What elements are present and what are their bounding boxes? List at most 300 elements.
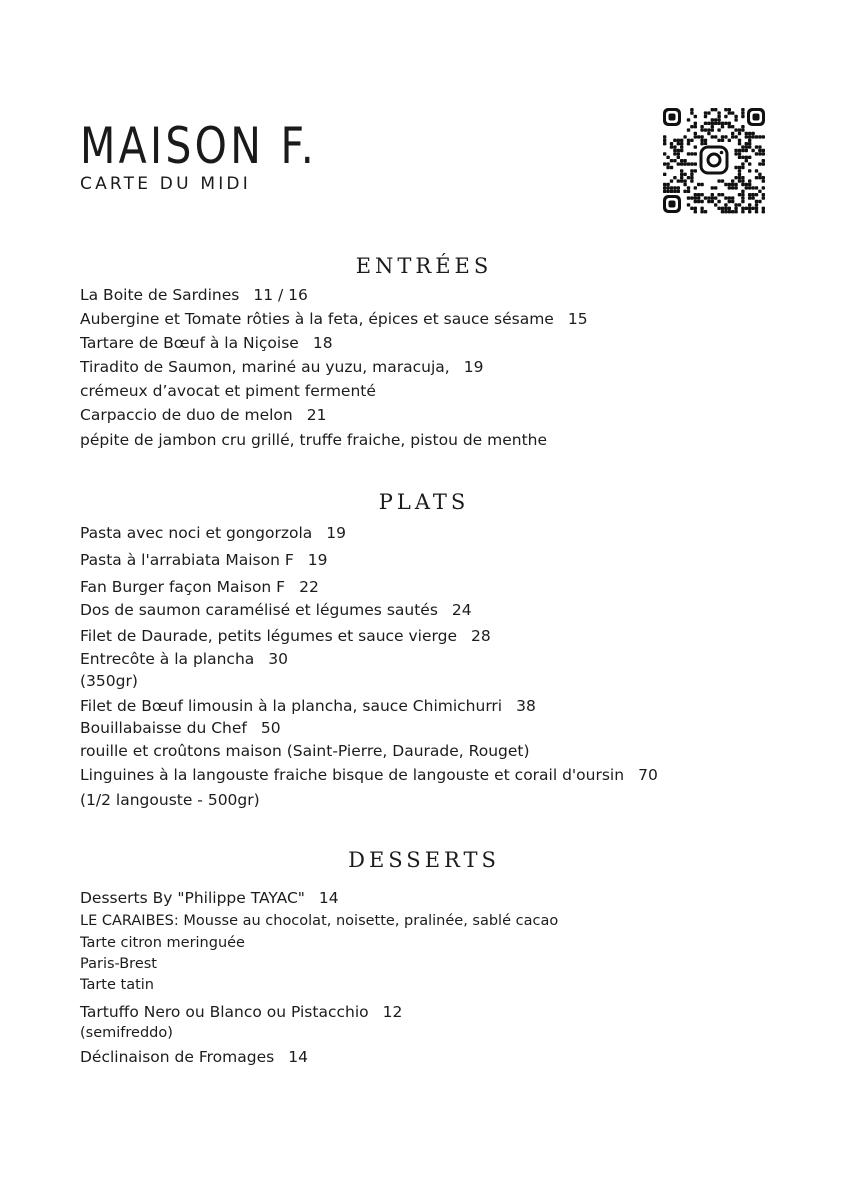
plats-item <box>80 742 530 760</box>
item-price: 38 <box>516 697 536 715</box>
item-name: LE CARAIBES: Mousse au chocolat, noisette, pralinée, sablé cacao <box>80 913 559 929</box>
qr-module <box>687 203 690 206</box>
qr-module <box>717 111 720 114</box>
item-name: Linguines à la langouste fraiche bisque de langouste et corail d'oursin <box>80 766 625 784</box>
qr-module <box>738 139 741 142</box>
entrees-item <box>80 310 588 328</box>
qr-module <box>758 149 761 152</box>
qr-module <box>731 125 734 128</box>
qr-finder-top-left <box>663 108 681 126</box>
item-name: Paris-Brest <box>80 956 157 972</box>
item-price: 11 / 16 <box>253 286 308 304</box>
qr-module <box>745 132 748 135</box>
qr-module <box>677 142 680 145</box>
plats-item <box>80 719 281 737</box>
item-price: 19 <box>307 551 328 569</box>
qr-module <box>758 190 761 193</box>
qr-module <box>751 186 754 189</box>
qr-module <box>762 207 765 210</box>
qr-module <box>663 139 666 142</box>
qr-module <box>745 145 748 148</box>
qr-module <box>738 142 741 145</box>
item-price: 21 <box>306 406 327 424</box>
qr-module <box>741 115 744 118</box>
qr-module <box>734 166 737 169</box>
item-name: Bouillabaisse du Chef <box>80 719 247 737</box>
qr-module <box>697 200 700 203</box>
qr-module <box>728 186 731 189</box>
qr-module <box>707 128 710 131</box>
qr-module <box>694 207 697 210</box>
qr-module <box>711 122 714 125</box>
qr-module <box>745 135 748 138</box>
section-title-desserts: DESSERTS <box>348 848 500 872</box>
qr-module <box>741 108 744 111</box>
qr-module <box>734 152 737 155</box>
qr-module <box>666 166 669 169</box>
qr-module <box>731 196 734 199</box>
desserts-item <box>80 935 245 951</box>
qr-module <box>728 183 731 186</box>
qr-module <box>748 169 751 172</box>
qr-module <box>714 196 717 199</box>
qr-module <box>724 210 727 213</box>
qr-module <box>741 210 744 213</box>
qr-module <box>762 186 765 189</box>
qr-module <box>728 210 731 213</box>
qr-module <box>738 132 741 135</box>
qr-module <box>755 193 758 196</box>
qr-module <box>728 196 731 199</box>
qr-module <box>711 108 714 111</box>
qr-module <box>717 200 720 203</box>
qr-module <box>673 145 676 148</box>
desserts-item <box>80 977 154 993</box>
qr-module <box>666 156 669 159</box>
qr-module <box>704 128 707 131</box>
qr-module <box>724 196 727 199</box>
qr-module <box>731 210 734 213</box>
qr-module <box>680 176 683 179</box>
qr-module <box>704 122 707 125</box>
item-name: Pasta à l'arrabiata Maison F <box>80 551 294 569</box>
qr-module <box>717 207 720 210</box>
qr-module <box>755 169 758 172</box>
qr-module <box>717 122 720 125</box>
menu-subtitle: CARTE DU MIDI <box>80 174 251 194</box>
qr-module <box>694 169 697 172</box>
qr-module <box>700 139 703 142</box>
qr-module <box>677 179 680 182</box>
qr-module <box>677 139 680 142</box>
item-name: Carpaccio de duo de melon <box>80 406 293 424</box>
qr-module <box>741 111 744 114</box>
qr-module <box>731 186 734 189</box>
plats-item <box>80 627 491 645</box>
qr-module <box>748 203 751 206</box>
plats-item <box>80 791 260 809</box>
brand-name: MAISON F. <box>80 117 318 175</box>
plats-item <box>80 766 658 784</box>
qr-module <box>663 152 666 155</box>
qr-module <box>663 173 666 176</box>
qr-module <box>700 128 703 131</box>
desserts-item <box>80 1048 308 1066</box>
qr-module <box>677 156 680 159</box>
qr-module <box>714 203 717 206</box>
qr-module <box>748 132 751 135</box>
qr-module <box>748 156 751 159</box>
plats-item <box>80 650 288 668</box>
qr-module <box>745 149 748 152</box>
plats-item <box>80 578 319 596</box>
qr-module <box>694 162 697 165</box>
qr-module <box>741 145 744 148</box>
qr-finder-top-right <box>747 108 765 126</box>
qr-module <box>663 135 666 138</box>
qr-module <box>748 196 751 199</box>
qr-module <box>762 176 765 179</box>
qr-module <box>697 193 700 196</box>
entrees-item <box>80 286 308 304</box>
qr-module <box>751 135 754 138</box>
qr-module <box>694 132 697 135</box>
desserts-item <box>80 913 558 929</box>
desserts-item <box>80 889 339 907</box>
qr-module <box>734 135 737 138</box>
qr-module <box>663 186 666 189</box>
qr-module <box>694 135 697 138</box>
qr-module <box>741 179 744 182</box>
qr-module <box>748 193 751 196</box>
qr-module <box>687 142 690 145</box>
qr-module <box>748 142 751 145</box>
qr-module <box>694 186 697 189</box>
qr-module <box>700 125 703 128</box>
item-price: 19 <box>326 524 346 542</box>
qr-module <box>734 207 737 210</box>
item-name: Dos de saumon caramélisé et légumes sautés <box>80 601 438 619</box>
qr-module <box>762 196 765 199</box>
qr-module <box>690 196 693 199</box>
qr-module <box>741 193 744 196</box>
qr-module <box>738 193 741 196</box>
qr-module <box>704 115 707 118</box>
item-name: Tartare de Bœuf à la Niçoise <box>80 334 299 352</box>
qr-module <box>724 108 727 111</box>
qr-module <box>741 207 744 210</box>
qr-module <box>670 166 673 169</box>
qr-module <box>707 196 710 199</box>
qr-module <box>680 162 683 165</box>
qr-module <box>680 142 683 145</box>
qr-module <box>738 156 741 159</box>
qr-module <box>683 135 686 138</box>
qr-module <box>755 145 758 148</box>
item-name: Aubergine et Tomate rôties à la feta, épices et sauce sésame <box>80 310 554 328</box>
qr-module <box>745 159 748 162</box>
qr-module <box>738 169 741 172</box>
qr-module <box>711 118 714 121</box>
qr-module <box>738 176 741 179</box>
qr-module <box>762 162 765 165</box>
item-name: Déclinaison de Fromages <box>80 1048 275 1066</box>
qr-module <box>738 179 741 182</box>
qr-module <box>748 179 751 182</box>
item-name: Filet de Bœuf limousin à la plancha, sauce Chimichurri <box>80 697 503 715</box>
qr-module <box>738 128 741 131</box>
qr-module <box>738 149 741 152</box>
qr-module <box>663 183 666 186</box>
qr-module <box>724 115 727 118</box>
qr-module <box>758 145 761 148</box>
qr-module <box>707 200 710 203</box>
item-price: 18 <box>312 334 333 352</box>
qr-module <box>745 183 748 186</box>
qr-module <box>731 183 734 186</box>
qr-module <box>694 193 697 196</box>
qr-module <box>751 149 754 152</box>
qr-module <box>680 139 683 142</box>
qr-module <box>717 193 720 196</box>
qr-module <box>731 200 734 203</box>
qr-module <box>721 179 724 182</box>
qr-module <box>683 173 686 176</box>
qr-module <box>663 162 666 165</box>
qr-module <box>721 139 724 142</box>
qr-module <box>734 210 737 213</box>
qr-module <box>711 196 714 199</box>
qr-module <box>741 166 744 169</box>
instagram-qr-code[interactable] <box>662 107 766 214</box>
qr-module <box>748 186 751 189</box>
qr-module <box>745 207 748 210</box>
qr-module <box>670 145 673 148</box>
qr-module <box>704 111 707 114</box>
qr-module <box>707 132 710 135</box>
qr-module <box>755 176 758 179</box>
qr-module <box>663 142 666 145</box>
qr-module <box>680 169 683 172</box>
qr-module <box>758 200 761 203</box>
qr-module <box>673 149 676 152</box>
qr-module <box>717 118 720 121</box>
brand-logo <box>80 117 369 194</box>
qr-module <box>687 118 690 121</box>
qr-module <box>694 200 697 203</box>
qr-module <box>738 203 741 206</box>
instagram-icon <box>699 145 729 175</box>
qr-module <box>700 183 703 186</box>
item-name: Fan Burger façon Maison F <box>80 578 286 596</box>
qr-module <box>700 200 703 203</box>
qr-module <box>677 149 680 152</box>
qr-module <box>687 128 690 131</box>
qr-module <box>690 176 693 179</box>
qr-module <box>748 210 751 213</box>
section-title-plats: PLATS <box>378 490 470 514</box>
qr-module <box>741 200 744 203</box>
section-title-entrees: ENTRÉES <box>355 254 493 278</box>
qr-module <box>728 111 731 114</box>
qr-module <box>687 176 690 179</box>
item-price: 15 <box>567 310 588 328</box>
item-price: 22 <box>299 578 319 596</box>
qr-module <box>728 139 731 142</box>
qr-module <box>683 162 686 165</box>
item-name: Tarte tatin <box>80 977 154 993</box>
entrees-item <box>80 431 547 449</box>
qr-module <box>690 179 693 182</box>
qr-module <box>717 179 720 182</box>
qr-module <box>711 200 714 203</box>
item-name: Desserts By "Philippe TAYAC" <box>80 889 305 907</box>
entrees-item <box>80 358 483 376</box>
qr-module <box>690 173 693 176</box>
item-price: 30 <box>268 650 289 668</box>
qr-module <box>697 183 700 186</box>
qr-module <box>755 186 758 189</box>
qr-module <box>755 152 758 155</box>
qr-module <box>717 115 720 118</box>
qr-module <box>680 173 683 176</box>
qr-module <box>734 176 737 179</box>
qr-module <box>687 162 690 165</box>
qr-module <box>762 193 765 196</box>
qr-module <box>738 152 741 155</box>
qr-module <box>748 145 751 148</box>
qr-module <box>690 111 693 114</box>
qr-module <box>711 125 714 128</box>
qr-module <box>728 200 731 203</box>
qr-module <box>717 139 720 142</box>
item-name: Tarte citron meringuée <box>80 935 245 951</box>
plats-item <box>80 601 472 619</box>
qr-module <box>745 186 748 189</box>
qr-module <box>700 210 703 213</box>
qr-module <box>758 135 761 138</box>
qr-module <box>690 162 693 165</box>
qr-module <box>762 179 765 182</box>
qr-module <box>741 190 744 193</box>
plats-item <box>80 551 327 569</box>
qr-module <box>741 128 744 131</box>
qr-module <box>670 190 673 193</box>
qr-module <box>745 156 748 159</box>
qr-module <box>677 186 680 189</box>
qr-module <box>704 142 707 145</box>
entrees-item <box>80 382 376 400</box>
desserts-item <box>80 1025 173 1041</box>
qr-module <box>758 176 761 179</box>
qr-module <box>762 135 765 138</box>
qr-module <box>721 210 724 213</box>
qr-module <box>758 152 761 155</box>
qr-module <box>762 149 765 152</box>
item-price: 50 <box>260 719 281 737</box>
item-price: 70 <box>638 766 658 784</box>
qr-module <box>697 135 700 138</box>
qr-module <box>687 186 690 189</box>
qr-module <box>673 176 676 179</box>
item-name: (semifreddo) <box>80 1025 173 1041</box>
item-name: Tiradito de Saumon, mariné au yuzu, maracuja, <box>80 358 450 376</box>
qr-module <box>687 196 690 199</box>
plats-item <box>80 697 536 715</box>
qr-module <box>683 179 686 182</box>
qr-module <box>714 118 717 121</box>
qr-module <box>673 159 676 162</box>
qr-module <box>734 203 737 206</box>
qr-module <box>694 210 697 213</box>
qr-module <box>690 139 693 142</box>
qr-module <box>677 162 680 165</box>
qr-module <box>690 152 693 155</box>
qr-module <box>734 149 737 152</box>
qr-module <box>680 145 683 148</box>
qr-module <box>694 152 697 155</box>
item-name: Entrecôte à la plancha <box>80 650 255 668</box>
qr-module <box>670 142 673 145</box>
qr-module <box>673 139 676 142</box>
qr-module <box>666 183 669 186</box>
item-name: (350gr) <box>80 672 138 690</box>
qr-module <box>717 128 720 131</box>
qr-module <box>745 142 748 145</box>
qr-module <box>721 193 724 196</box>
qr-module <box>700 135 703 138</box>
qr-module <box>683 183 686 186</box>
qr-module <box>714 135 717 138</box>
qr-module <box>711 186 714 189</box>
qr-module <box>673 190 676 193</box>
qr-module <box>673 186 676 189</box>
qr-module <box>748 139 751 142</box>
qr-module <box>758 173 761 176</box>
qr-module <box>690 207 693 210</box>
qr-module <box>707 122 710 125</box>
qr-module <box>728 125 731 128</box>
qr-module <box>731 132 734 135</box>
plats-item <box>80 672 138 690</box>
qr-module <box>690 125 693 128</box>
qr-module <box>734 186 737 189</box>
qr-module <box>700 193 703 196</box>
qr-module <box>755 203 758 206</box>
qr-finder-bottom-left <box>663 195 681 213</box>
item-name: La Boite de Sardines <box>80 286 240 304</box>
qr-module <box>748 162 751 165</box>
qr-module <box>697 196 700 199</box>
entrees-item <box>80 406 326 424</box>
qr-module <box>758 162 761 165</box>
item-name: Filet de Daurade, petits légumes et sauce vierge <box>80 627 457 645</box>
qr-module <box>741 156 744 159</box>
qr-module <box>694 122 697 125</box>
qr-module <box>741 149 744 152</box>
qr-module <box>738 166 741 169</box>
plats-item <box>80 524 346 542</box>
qr-module <box>700 207 703 210</box>
item-name: Pasta avec noci et gongorzola <box>80 524 313 542</box>
item-name: pépite de jambon cru grillé, truffe fraiche, pistou de menthe <box>80 431 548 449</box>
qr-module <box>755 210 758 213</box>
qr-module <box>741 125 744 128</box>
qr-module <box>663 190 666 193</box>
qr-module <box>700 142 703 145</box>
qr-module <box>711 193 714 196</box>
qr-module <box>714 122 717 125</box>
